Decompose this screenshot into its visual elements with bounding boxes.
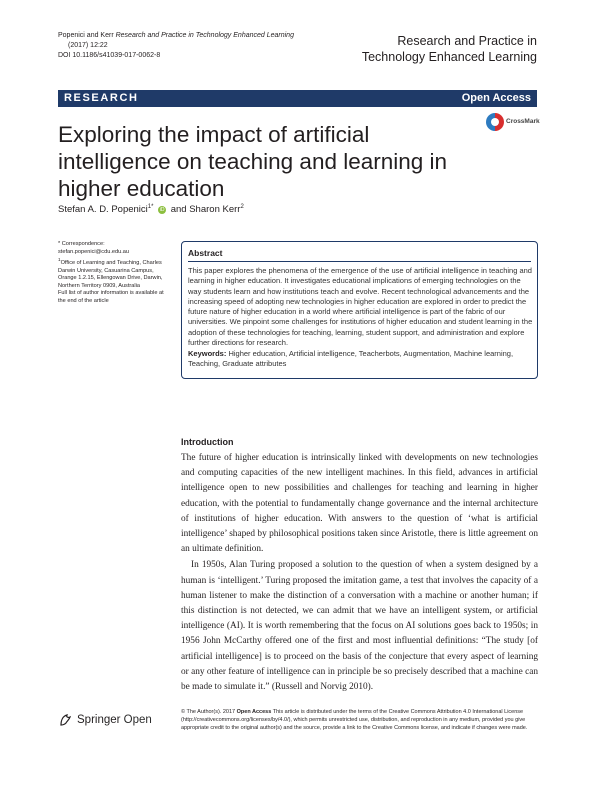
abstract-text: This paper explores the phenomena of the emergence of the use of artificial intelligence in teaching and learning in higher education. It investigates educational implications of emerging technologies on the way students learn and how institutions teach and evolve. Recent technological advancements and the increasing speed of adopting new technologies in higher education are explored in order to predict the future nature of higher education in a world where artificial intelligence is part of the fabric of our universities. We pinpoint some challenges for institutions of higher education and student learning in the adoption of these technologies for teaching, learning, student support, and administration and explore further directions for research.: [188, 266, 533, 348]
author-line: [58, 204, 244, 215]
crossmark-label: CrossMark: [506, 118, 540, 125]
keywords-label: Keywords:: [188, 349, 227, 358]
intro-paragraph-1: The future of higher education is intrinsically linked with developments on new technologies and computing capacities of the new intelligent machines. In this field, advances in artificial intelligence open to new possibilities and challenges for teaching and learning in higher education, with the potential to fundamentally change governance and the internal architecture of institutions of higher education. With answers to the question of ‘what is artificial intelligence’ shaped by philosophical positions taken since Aristotle, there is little agreement on an ultimate definition.: [181, 453, 538, 555]
author-info-note: Full list of author information is available at the end of the article: [58, 290, 164, 305]
keywords-list: Higher education, Artificial intelligence, Teacherbots, Augmentation, Machine learning, Teaching, Graduate attributes: [188, 349, 514, 369]
abstract-box: [181, 241, 538, 379]
springer-horse-icon: [58, 712, 74, 728]
affiliation-text: Office of Learning and Teaching, Charles Darwin University, Casuarina Campus, Orange 1.2.15, Ellengowan Drive, Darwin, Northern Territory 0909, Australia: [58, 260, 163, 289]
citation-year: (2017) 12:22: [68, 42, 108, 49]
introduction-heading: Introduction: [181, 437, 234, 447]
abstract-divider: [188, 261, 531, 262]
article-title: Exploring the impact of artificial intelligence on teaching and learning in higher education: [58, 122, 448, 201]
journal-name: [362, 33, 537, 65]
author2-sup: 2: [240, 204, 244, 210]
author-kerr[interactable]: and Sharon Kerr: [170, 204, 241, 216]
license-notice: [181, 708, 541, 732]
author1-sup: 1*: [147, 204, 154, 210]
citation-authors: Popenici and Kerr: [58, 32, 114, 39]
citation-journal: Research and Practice in Technology Enhanced Learning: [115, 32, 294, 39]
section-banner: [58, 90, 537, 107]
correspondence-label: * Correspondence:: [58, 241, 105, 247]
doi-link[interactable]: DOI 10.1186/s41039-017-0062-8: [58, 52, 161, 59]
license-text: This article is distributed under the terms of the Creative Commons Attribution 4.0 International License (http://creativecommons.org/licenses/by/4.0/), which permits unrestricted use, distribution, and reproduction in any medium, provided you give appropriate credit to the original author(s) and the source, provide a link to the Creative Commons license, and indicate if changes were made.: [181, 709, 528, 731]
journal-name-line1: Research and Practice in: [397, 34, 537, 48]
springer-open-logo: [58, 711, 168, 731]
license-open-access: Open Access: [236, 709, 272, 715]
author-popenici[interactable]: Stefan A. D. Popenici: [58, 204, 148, 216]
correspondence-sidebar: [58, 241, 173, 306]
correspondence-email[interactable]: stefan.popenici@cdu.edu.au: [58, 248, 129, 255]
introduction-body: [181, 451, 538, 695]
license-copyright: © The Author(s). 2017: [181, 709, 236, 715]
keywords-block: [188, 349, 533, 370]
crossmark-badge[interactable]: [486, 113, 540, 135]
citation-block: [58, 31, 294, 61]
crossmark-icon: [486, 113, 504, 131]
orcid-icon[interactable]: iD: [159, 206, 165, 213]
journal-name-line2: Technology Enhanced Learning: [361, 50, 537, 64]
intro-paragraph-2: In 1950s, Alan Turing proposed a solution to the question of when a system designed by a human is ‘intelligent.’ Turing proposed the imitation game, a test that involves the capacity of a human listener to make the distinction of a conversation with a machine or another human; if this distinction is not detected, we can admit that we have an intelligent system, or artificial intelligence (AI). It is worth remembering that the focus on AI solutions goes back to 1950s; in 1956 John McCarthy offered one of the first and most influential definitions: “The study [of artificial intelligence] is to proceed on the basis of the conjecture that every aspect of learning or any other feature of intelligence can in principle be so precisely described that a machine can be made to simulate it.” (Russell and Norvig 2010).: [181, 560, 538, 693]
open-access-label: Open Access: [461, 92, 531, 104]
section-label: RESEARCH: [64, 92, 139, 104]
abstract-heading: Abstract: [188, 248, 223, 258]
affiliation-sup: 1: [58, 257, 61, 263]
springer-word: Springer: [77, 714, 121, 726]
open-word: Open: [123, 714, 152, 726]
